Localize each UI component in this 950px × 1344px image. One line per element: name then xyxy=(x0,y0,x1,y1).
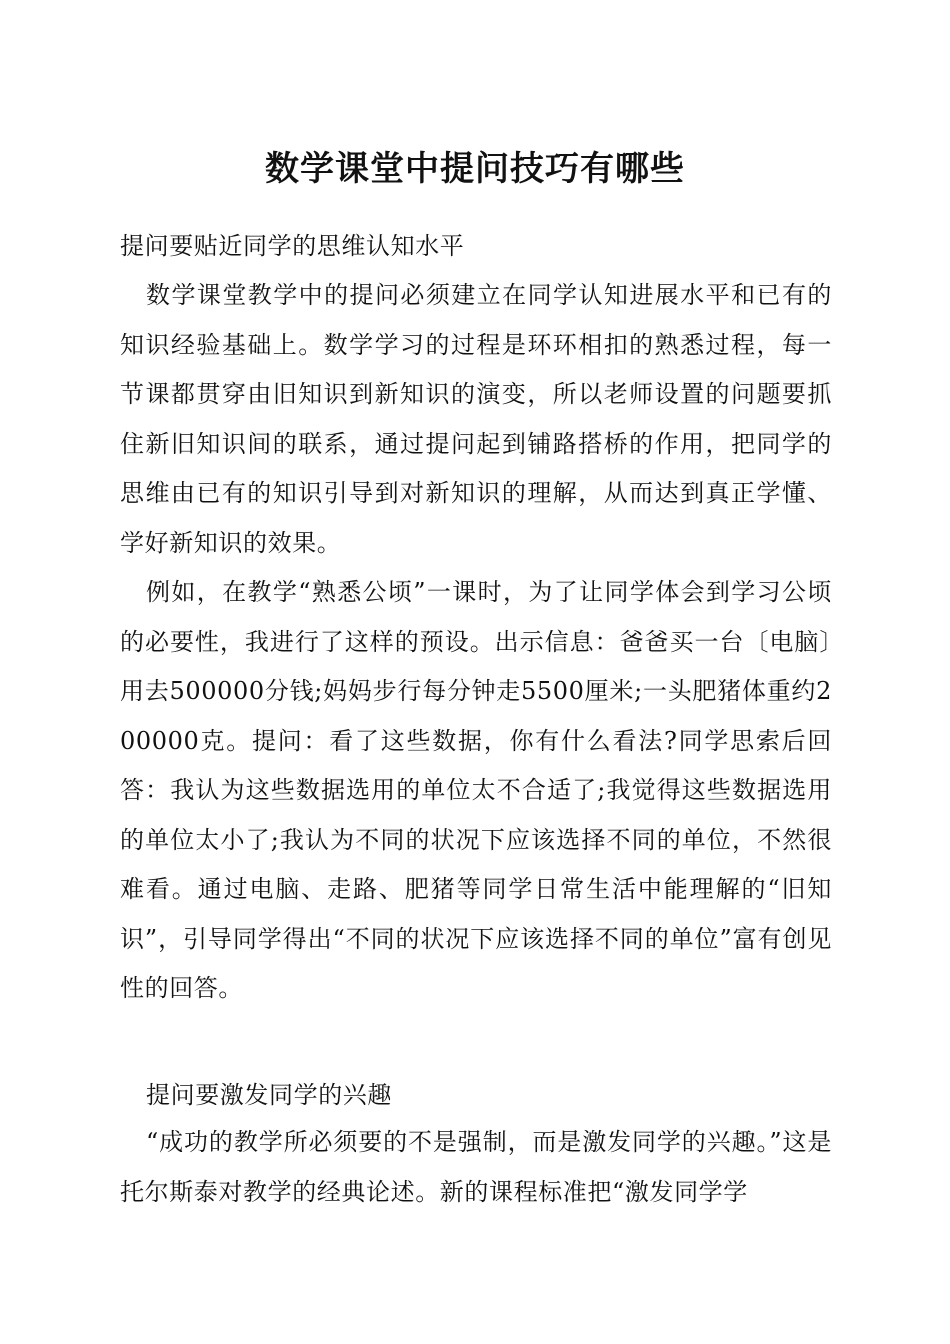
paragraph-tolstoy-quote: “成功的教学所必须要的不是强制，而是激发同学的兴趣。”这是托尔斯泰对教学的经典论述。新的课程标准把“激发同学学 xyxy=(120,1128,832,1206)
paragraph-hectare-example: 例如，在教学“熟悉公顷”一课时，为了让同学体会到学习公顷的必要性，我进行了这样的预设。出示信息：爸爸买一台〔电脑〕用去500000分钱;妈妈步行每分钟走5500厘米;一头肥猪体重约200000克。提问：看了这些数据，你有什么看法?同学思索后回答：我认为这些数据选用的单位太不合适了;我觉得这些数据选用的单位太小了;我认为不同的状况下应该选择不同的单位，不然很难看。通过电脑、走路、肥猪等同学日常生活中能理解的“旧知识”，引导同学得出“不同的状况下应该选择不同的单位”富有创见性的回答。 xyxy=(120,578,832,1002)
section-heading-interest: 提问要激发同学的兴趣 xyxy=(146,1081,392,1109)
paragraph-cognition-intro: 数学课堂教学中的提问必须建立在同学认知进展水平和已有的知识经验基础上。数学学习的过程是环环相扣的熟悉过程，每一节课都贯穿由旧知识到新知识的演变，所以老师设置的问题要抓住新旧知识间的联系，通过提问起到铺路搭桥的作用，把同学的思维由已有的知识引导到对新知识的理解，从而达到真正学懂、学好新知识的效果。 xyxy=(120,281,832,557)
section-heading-cognition: 提问要贴近同学的思维认知水平 xyxy=(120,232,465,260)
document-title: 数学课堂中提问技巧有哪些 xyxy=(265,149,685,189)
